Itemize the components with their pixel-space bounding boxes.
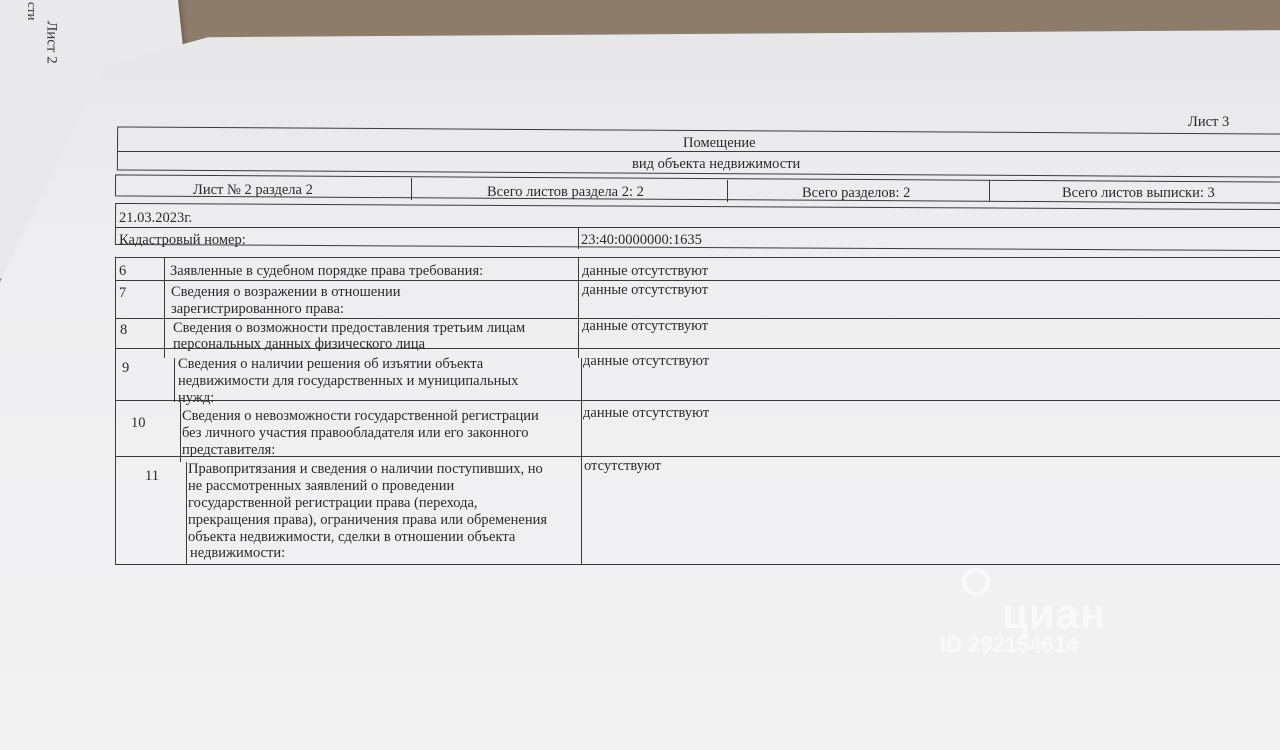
cadastral-number-value: 23:40:0000000:1635 — [581, 232, 702, 248]
section-sheet: Лист № 2 раздела 2 — [193, 182, 313, 198]
extract-date: 21.03.2023г. — [119, 210, 193, 226]
row-label-line: Заявленные в судебном порядке права требования: — [170, 263, 484, 279]
row-number: 9 — [122, 360, 130, 376]
section-sheets-total: Всего листов раздела 2: 2 — [487, 184, 644, 200]
row-number: 11 — [145, 468, 159, 484]
location-pin-icon — [962, 568, 990, 596]
underlying-sheet-label: Лист 2 — [43, 21, 60, 64]
row-number: 7 — [119, 285, 127, 301]
sheet-number: Лист 3 — [1188, 114, 1230, 130]
watermark-brand: циан — [1002, 590, 1107, 637]
row-value: данные отсутствуют — [582, 282, 709, 298]
row-label-line: зарегистрированного права: — [171, 301, 344, 317]
cadastral-number-label: Кадастровый номер: — [119, 232, 246, 248]
underlying-sheet-fragment: сти — [25, 2, 40, 21]
row-value: данные отсутствуют — [583, 405, 710, 421]
row-label-line: Сведения о возможности предоставления третьим лицам — [173, 320, 526, 336]
row-label-line: недвижимости для государственных и муниципальных — [178, 373, 519, 389]
row-value: данные отсутствуют — [582, 263, 709, 279]
row-label-line: недвижимости: — [190, 545, 286, 561]
extract-sheets-total: Всего листов выписки: 3 — [1062, 185, 1215, 201]
row-label-line: персональных данных физического лица — [173, 336, 426, 352]
row-label-line: государственной регистрации права (перехода, — [188, 495, 478, 511]
row-label-line: Сведения о наличии решения об изъятии объекта — [178, 356, 484, 372]
row-label-line: Сведения о возражении в отношении — [171, 284, 401, 300]
row-label-line: без личного участия правообладателя или его законного — [182, 425, 529, 441]
row-label-line: Сведения о невозможности государственной регистрации — [182, 408, 539, 424]
object-type-caption: вид объекта недвижимости — [632, 156, 801, 172]
row-number: 8 — [120, 322, 128, 338]
object-name: Помещение — [683, 135, 756, 151]
row-value: данные отсутствуют — [582, 318, 709, 334]
row-label-line: нужд: — [178, 390, 215, 406]
row-label-line: прекращения права), ограничения права или обременения — [188, 512, 548, 528]
row-value: данные отсутствуют — [583, 353, 710, 369]
row-label-line: не рассмотренных заявлений о проведении — [188, 478, 455, 494]
row-label-line: Правопритязания и сведения о наличии поступивших, но — [188, 461, 543, 477]
row-label-line: представителя: — [182, 442, 276, 458]
row-value: отсутствуют — [584, 458, 661, 474]
row-label-line: объекта недвижимости, сделки в отношении объекта — [188, 529, 516, 545]
row-number: 10 — [131, 415, 146, 431]
sections-total: Всего разделов: 2 — [802, 185, 911, 201]
row-number: 6 — [119, 263, 127, 279]
watermark-id: ID 292154614 — [940, 632, 1079, 657]
